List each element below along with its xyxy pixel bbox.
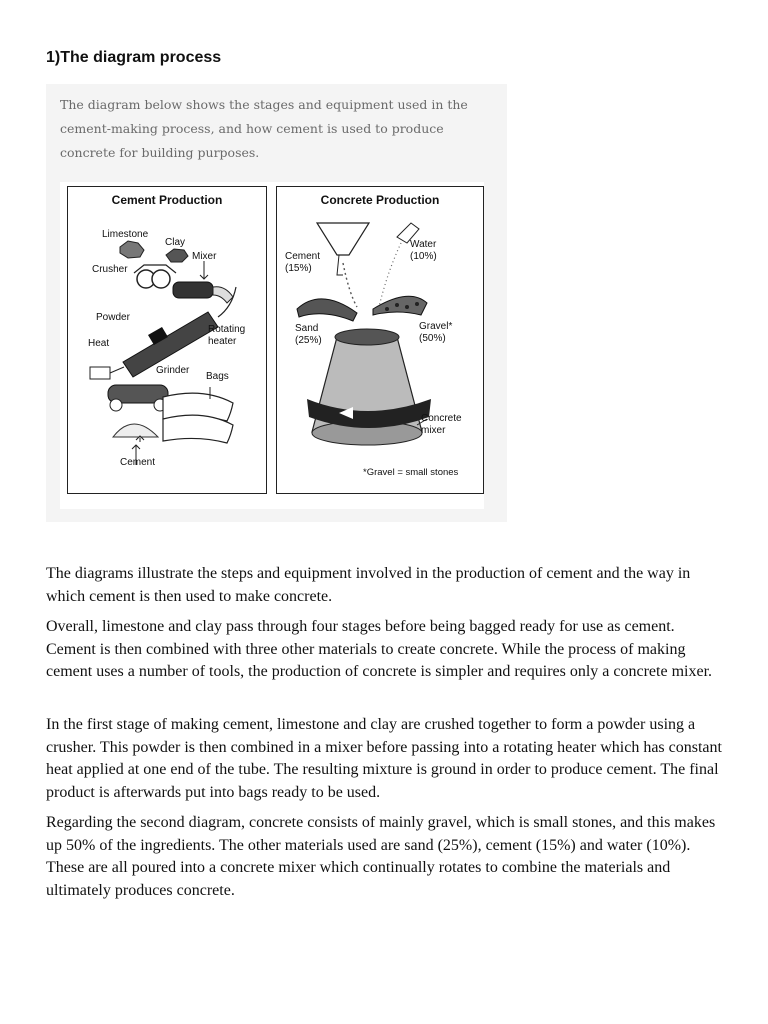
paragraph-4: [46, 812, 722, 902]
paragraph-1-text: The diagrams illustrate the steps and equipment involved in the production of cement and the way in which cement is then used to make concrete.: [46, 565, 691, 605]
label-bags: Bags: [206, 371, 229, 382]
label-footnote: *Gravel = small stones: [363, 467, 459, 478]
label-water-percent: Water (10%): [410, 239, 437, 262]
heat-icon: [90, 367, 124, 379]
paragraph-2-text: Overall, limestone and clay pass through four stages before being bagged ready for use as cement. Cement is then combined with three other materials to create concrete. While the process of making cement uses a number of tools, the production of concrete is simpler and requires only a concrete mixer.: [46, 618, 713, 680]
process-diagram: [60, 182, 484, 509]
clay-icon: [166, 249, 188, 262]
grinder-icon: [108, 385, 168, 411]
label-concrete-mixer: Concrete mixer: [421, 413, 462, 436]
label-cement-percent: Cement (15%): [285, 251, 321, 274]
mixer-icon: [173, 282, 233, 303]
paragraph-3: [46, 714, 722, 804]
label-mixer: Mixer: [192, 251, 217, 262]
label-grinder: Grinder: [156, 365, 190, 376]
label-limestone: Limestone: [102, 229, 149, 240]
concrete-production-title: Concrete Production: [320, 193, 440, 207]
paragraph-3-text: In the first stage of making cement, limestone and clay are crushed together to form a powder using a crusher. This powder is then combined in a mixer before passing into a rotating heater which has constant heat applied at one end of the tube. The resulting mixture is ground in order to produce cement. The final product is afterwards put into bags ready to be used.: [46, 716, 722, 801]
paragraph-4-text: Regarding the second diagram, concrete consists of mainly gravel, which is small stones, and this makes up 50% of the ingredients. The other materials used are sand (25%), cement (15%) and water (10%). These are all poured into a concrete mixer which continually rotates to combine the materials and ultimately produces concrete.: [46, 814, 716, 899]
cement-production-title: Cement Production: [111, 193, 223, 207]
crusher-icon: [134, 265, 176, 288]
label-clay: Clay: [165, 237, 186, 248]
sand-icon: [297, 299, 357, 321]
paragraph-1: [46, 563, 722, 608]
bags-icon: [163, 393, 233, 443]
gravel-icon: [373, 296, 427, 315]
label-cement-output: Cement: [120, 457, 156, 468]
cement-pile-icon: [113, 424, 158, 442]
label-sand-percent: Sand (25%): [295, 323, 322, 346]
cement-production-panel: [67, 186, 267, 494]
water-pour-icon: [379, 223, 419, 307]
label-gravel-percent: Gravel* (50%): [419, 321, 453, 344]
section-heading: 1)The diagram process: [46, 49, 222, 66]
label-heat: Heat: [88, 338, 110, 349]
label-crusher: Crusher: [92, 264, 128, 275]
cement-hopper-icon: [317, 223, 369, 307]
label-rotating-heater: Rotating heater: [208, 324, 246, 347]
label-powder: Powder: [96, 312, 130, 323]
concrete-production-panel: [276, 186, 484, 494]
concrete-mixer-icon: [307, 329, 431, 445]
paragraph-2: [46, 616, 722, 684]
figure-caption: The diagram below shows the stages and equipment used in the cement-making process, and how cement is used to produce concrete for building purposes.: [60, 97, 468, 160]
limestone-icon: [120, 241, 144, 258]
